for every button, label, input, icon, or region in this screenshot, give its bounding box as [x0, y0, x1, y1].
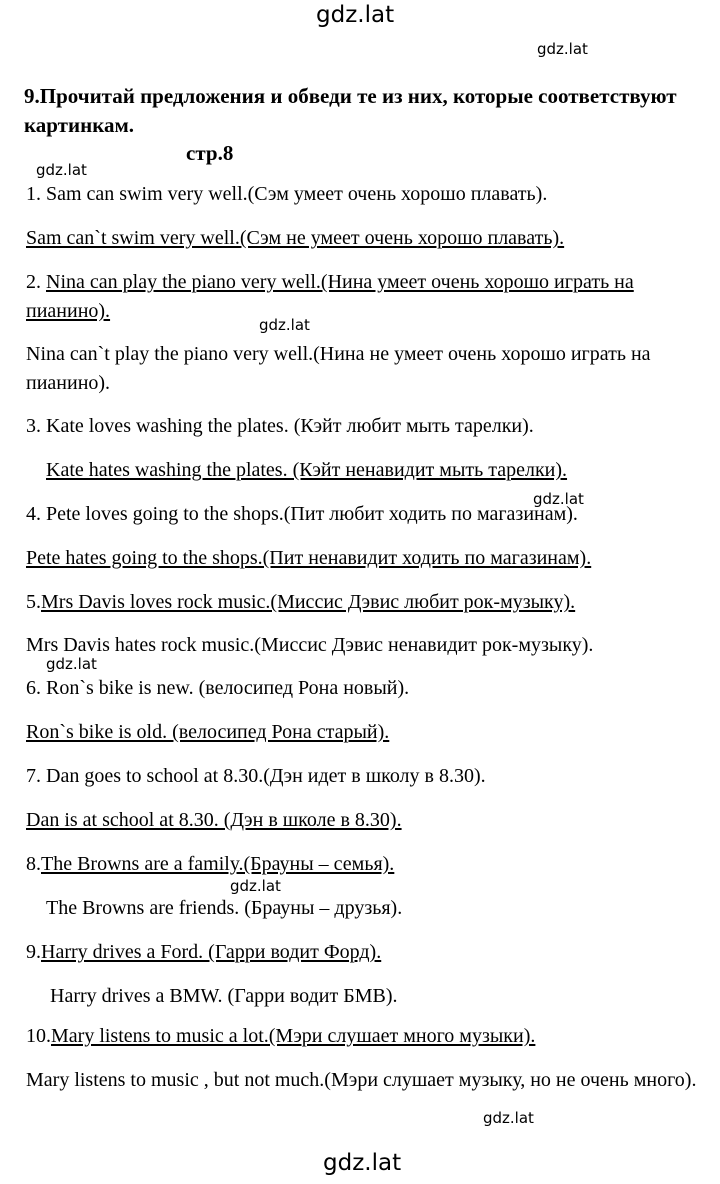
alt-sentence-7-circled: Dan is at school at 8.30. (Дэн в школе в 8.30).	[26, 809, 402, 831]
page-reference: стр.8	[186, 141, 234, 165]
item-number: 10.	[26, 1025, 51, 1047]
alt-sentence-8: The Browns are friends. (Брауны – друзья).	[46, 897, 403, 919]
sentence-text: Ron`s bike is new. (велосипед Рона новый).	[46, 677, 410, 699]
sentence-5	[26, 588, 575, 617]
item-number: 4.	[26, 503, 46, 525]
sentence-3	[26, 412, 534, 441]
alt-text: Kate hates washing the plates. (Кэйт ненавидит мыть тарелки).	[46, 459, 568, 481]
sentence-text: Kate loves washing the plates. (Кэйт любит мыть тарелки).	[46, 415, 534, 437]
alt-sentence-1-circled: Sam can`t swim very well.(Сэм не умеет очень хорошо плавать).	[26, 227, 565, 249]
sentence-text-circled: Harry drives a Ford. (Гарри водит Форд).	[41, 941, 382, 963]
sentence-7	[26, 762, 486, 791]
watermark: gdz.lat	[533, 490, 584, 508]
sentence-8	[26, 850, 394, 879]
sentence-9	[26, 938, 381, 967]
watermark: gdz.lat	[36, 161, 87, 179]
item-number: 2.	[26, 271, 46, 293]
item-number: 7.	[26, 765, 46, 787]
alt-sentence-3-circled	[26, 456, 567, 485]
item-number: 6.	[26, 677, 46, 699]
watermark: gdz.lat	[483, 1109, 534, 1127]
task-heading: 9.Прочитай предложения и обведи те из них, которые соответствуют картинкам.	[24, 84, 677, 137]
watermark: gdz.lat	[259, 316, 310, 334]
sentence-4	[26, 500, 578, 529]
item-number: 9.	[26, 941, 41, 963]
sentence-text-circled: Nina can play the piano very well.(Нина умеет очень хорошо играть на пианино).	[26, 271, 634, 322]
item-number: 3.	[26, 415, 46, 437]
watermark: gdz.lat	[230, 877, 281, 895]
alt-sentence-10: Mary listens to music , but not much.(Мэри слушает музыку, но не очень много).	[26, 1069, 697, 1091]
sentence-text: Dan goes to school at 8.30.(Дэн идет в школу в 8.30).	[46, 765, 486, 787]
sentence-1	[26, 180, 547, 209]
sentence-text-circled: Mary listens to music a lot.(Мэри слушает много музыки).	[51, 1025, 536, 1047]
watermark: gdz.lat	[537, 40, 588, 58]
sentence-text-circled: The Browns are a family.(Брауны – семья).	[41, 853, 395, 875]
sentence-6	[26, 674, 409, 703]
sentence-text-circled: Mrs Davis loves rock music.(Миссис Дэвис любит рок-музыку).	[41, 591, 576, 613]
item-number: 5.	[26, 591, 41, 613]
alt-sentence-9: Harry drives a BMW. (Гарри водит БМВ).	[50, 985, 398, 1007]
sentence-text: Sam can swim very well.(Сэм умеет очень хорошо плавать).	[46, 183, 548, 205]
watermark-top: gdz.lat	[316, 2, 395, 28]
sentence-10	[26, 1022, 535, 1051]
sentence-text: Pete loves going to the shops.(Пит любит ходить по магазинам).	[46, 503, 578, 525]
alt-sentence-4-circled: Pete hates going to the shops.(Пит ненавидит ходить по магазинам).	[26, 547, 592, 569]
alt-sentence-5: Mrs Davis hates rock music.(Миссис Дэвис ненавидит рок-музыку).	[26, 634, 594, 656]
watermark-bottom: gdz.lat	[323, 1150, 402, 1176]
item-number: 8.	[26, 853, 41, 875]
item-number: 1.	[26, 183, 46, 205]
watermark: gdz.lat	[46, 655, 97, 673]
alt-sentence-2: Nina can`t play the piano very well.(Нина не умеет очень хорошо играть на пианино).	[26, 343, 651, 394]
sentence-2	[26, 268, 706, 326]
alt-sentence-6-circled: Ron`s bike is old. (велосипед Рона старый).	[26, 721, 390, 743]
